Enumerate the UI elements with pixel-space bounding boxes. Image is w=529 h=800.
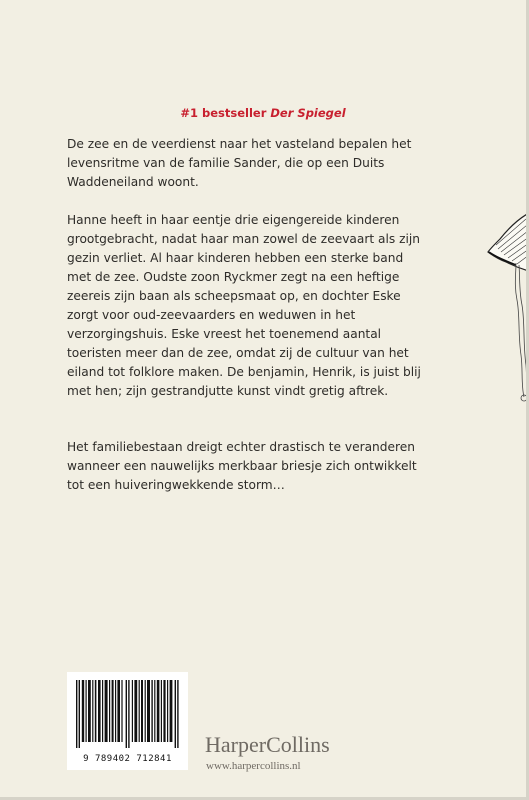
isbn-number: 9 789402 712841 [83, 754, 172, 764]
pocket-watch-illustration-icon [486, 205, 529, 405]
tagline-prefix: #1 bestseller [180, 106, 271, 120]
blurb-line: levensritme van de familie Sander, die op een Duits [67, 156, 385, 170]
blurb-paragraph-3 [67, 438, 467, 495]
blurb-line: Het familiebestaan dreigt echter drastisch te veranderen [67, 440, 415, 454]
blurb-line: tot een huiveringwekkende storm… [67, 478, 285, 492]
blurb-line: grootgebracht, nadat haar man zowel de zeevaart als zijn [67, 232, 420, 246]
bestseller-tagline [0, 106, 526, 120]
blurb-paragraph-2 [67, 211, 467, 401]
isbn-barcode [67, 672, 188, 770]
tagline-source: Der Spiegel [270, 106, 346, 120]
blurb-line: met de zee. Oudste zoon Ryckmer zegt na een heftige [67, 270, 400, 284]
blurb-line: Hanne heeft in haar eentje drie eigengereide kinderen [67, 213, 400, 227]
blurb-line: gezin verliet. Al haar kinderen hebben een sterke band [67, 251, 404, 265]
publisher-url: www.harpercollins.nl [206, 760, 301, 772]
blurb-line: wanneer een nauwelijks merkbaar briesje zich ontwikkelt [67, 459, 417, 473]
blurb-line: verzorgingshuis. Eske vreest het toenemend aantal [67, 327, 382, 341]
blurb-line: zorgt voor oud-zeevaarders en weduwen in het [67, 308, 356, 322]
blurb-line: zeereis zijn baan als scheepsmaat op, en dochter Eske [67, 289, 401, 303]
blurb-line: eiland tot folklore maken. De benjamin, Henrik, is juist blij [67, 365, 421, 379]
blurb-paragraph-1 [67, 135, 467, 192]
publisher-logo: HarperCollins [205, 732, 330, 757]
blurb-line: toeristen meer dan de zee, omdat zij de cultuur van het [67, 346, 409, 360]
blurb-line: Waddeneiland woont. [67, 175, 199, 189]
blurb-line: met hen; zijn gestrandjutte kunst vindt gretig aftrek. [67, 384, 389, 398]
blurb-line: De zee en de veerdienst naar het vasteland bepalen het [67, 137, 412, 151]
isbn-barcode-icon [74, 680, 181, 748]
